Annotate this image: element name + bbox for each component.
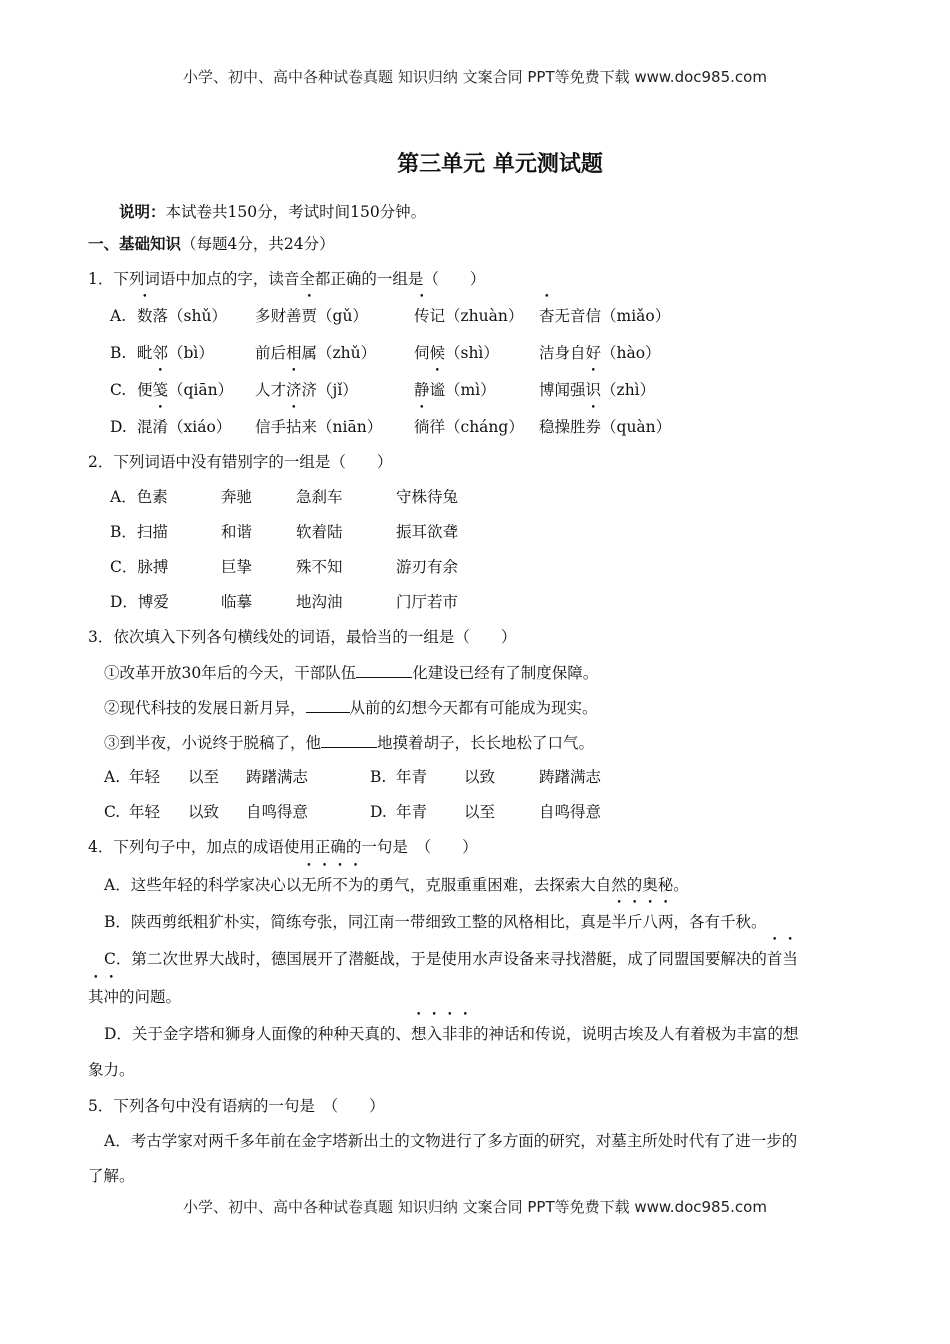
- dotted-idiom: [411, 1025, 473, 1043]
- option-word: 门厅若市: [396, 593, 459, 611]
- word-with-pinyin: [539, 417, 671, 437]
- option-letter: B.: [110, 344, 127, 362]
- word-text: 混: [137, 418, 153, 436]
- blank-line: [321, 732, 377, 748]
- dotted-char: 非: [441, 1025, 458, 1043]
- dotted-char: 想: [410, 1025, 427, 1043]
- option-word: 急刹车: [296, 488, 343, 506]
- dotted-char: 拈: [286, 418, 302, 436]
- note-label: 说明：: [119, 203, 166, 221]
- option-word: 临摹: [221, 593, 253, 611]
- word-with-pinyin: [137, 306, 227, 326]
- blank-line: [356, 662, 412, 678]
- q4-option-d: D．关于金字塔和狮身人面像的种种天真的、想入非非的神话和传说，说明古埃及人有着极为丰富的想: [104, 1025, 799, 1043]
- option-word: C.: [104, 803, 121, 821]
- dotted-char: 谧: [429, 381, 446, 399]
- q4-option-c-cont: 其冲的问题。: [88, 988, 182, 1006]
- dotted-char: 所: [316, 876, 333, 894]
- word-with-pinyin: [539, 306, 670, 326]
- section-label: 一、基础知识: [88, 235, 182, 253]
- word-text: （zhì）: [601, 381, 656, 399]
- exam-note: [119, 202, 426, 222]
- word-text: （gǔ）: [317, 307, 368, 325]
- dotted-char: 入: [426, 1025, 442, 1043]
- word-text: 伺候（shì）: [414, 344, 499, 362]
- q3-sentence-1: ①改革开放30年后的今天，干部队伍 化建设已经有了制度保障。: [104, 664, 599, 682]
- option-word: A．色素: [110, 488, 168, 506]
- option-word: 自鸣得意: [539, 803, 602, 821]
- q5-stem: 5．下列各句中没有语病的一句是 （ ）: [88, 1097, 385, 1115]
- dotted-char: 识: [585, 381, 602, 399]
- dotted-char: 冲: [103, 988, 120, 1006]
- word-text: 稳操胜: [539, 418, 586, 436]
- option-word: 以至: [188, 768, 220, 786]
- option-word: 年青: [396, 768, 428, 786]
- dotted-char: 不: [332, 876, 348, 894]
- option-word: D．博爱: [110, 593, 169, 611]
- word-text: 洁身自好（hào）: [539, 344, 661, 362]
- option-letter: C.: [110, 381, 127, 399]
- q2-stem: 2．下列词语中没有错别字的一组是（ ）: [88, 453, 393, 471]
- dotted-char: 淆: [152, 418, 169, 436]
- option-word: 自鸣得意: [246, 803, 309, 821]
- word-text: （mì）: [445, 381, 496, 399]
- word-text: （qiān）: [168, 381, 234, 399]
- option-word: 踌躇满志: [246, 768, 309, 786]
- dotted-char: 两: [657, 913, 674, 931]
- word-text: 济（jǐ）: [301, 381, 358, 399]
- option-word: B.: [370, 768, 387, 786]
- word-text: 来（niān）: [301, 418, 383, 436]
- section-heading: [88, 234, 335, 254]
- option-word: 巨挚: [221, 558, 253, 576]
- q5-option-a-cont: 了解。: [88, 1167, 135, 1185]
- dotted-char: 济: [286, 381, 302, 399]
- dotted-char: 首: [766, 950, 783, 968]
- word-with-pinyin: [539, 380, 655, 400]
- q3-stem: 3．依次填入下列各句横线处的词语，最恰当的一组是（ ）: [88, 628, 517, 646]
- option-word: 年青: [396, 803, 428, 821]
- word-text: 毗邻（bì）: [137, 344, 214, 362]
- q4-option-c: C．第二次世界大战时，德国展开了潜艇战，于是使用水声设备来寻找潜艇，成了同盟国要解决的首当: [104, 950, 798, 968]
- option-word: 地沟油: [296, 593, 343, 611]
- dotted-char: 贾: [301, 307, 318, 325]
- dotted-idiom: [88, 988, 119, 1006]
- dotted-char: 笺: [152, 381, 169, 399]
- q5-option-a: A．考古学家对两千多年前在金字塔新出土的文物进行了多方面的研究，对墓主所处时代有了进一步的: [104, 1132, 798, 1150]
- option-word: D.: [370, 803, 387, 821]
- word-text: 无音信（miǎo）: [554, 307, 671, 325]
- word-with-pinyin: [255, 343, 376, 363]
- dotted-idiom: [767, 950, 798, 968]
- q3-sentence-2: ②现代科技的发展日新月异， 从前的幻想今天都有可能成为现实。: [104, 699, 598, 717]
- dotted-char: 半: [611, 913, 627, 931]
- dotted-char: 斤: [626, 913, 643, 931]
- dotted-char: 非: [457, 1025, 473, 1043]
- option-word: 殊不知: [296, 558, 343, 576]
- option-word: 以致: [464, 768, 496, 786]
- word-with-pinyin: [414, 380, 496, 400]
- option-word: C．脉搏: [110, 558, 169, 576]
- option-word: A.: [104, 768, 121, 786]
- word-text: 信手: [255, 418, 287, 436]
- option-word: 年轻: [129, 768, 161, 786]
- word-text: （quàn）: [601, 418, 672, 436]
- option-word: 以致: [188, 803, 220, 821]
- option-word: 和谐: [221, 523, 253, 541]
- dotted-char: 其: [88, 988, 104, 1006]
- word-with-pinyin: [137, 343, 214, 363]
- q3-sentence-3: ③到半夜，小说终于脱稿了，他 地摸着胡子，长长地松了口气。: [104, 734, 595, 752]
- word-text: 人才: [255, 381, 287, 399]
- option-word: 奔驰: [221, 488, 253, 506]
- q4-stem: 4．下列句子中，加点的成语使用正确的一句是 （ ）: [88, 838, 478, 856]
- option-word: 以至: [464, 803, 496, 821]
- word-text: 记（zhuàn）: [429, 307, 524, 325]
- dotted-char: 数: [137, 307, 153, 325]
- dotted-char: 无: [301, 876, 317, 894]
- section-detail: （每题4分，共24分）: [181, 235, 335, 253]
- dotted-idiom: [611, 913, 673, 931]
- option-letter: A.: [110, 307, 127, 325]
- word-with-pinyin: [255, 306, 368, 326]
- header-banner: 小学、初中、高中各种试卷真题 知识归纳 文案合同 PPT等免费下载 www.doc985.com: [183, 68, 767, 86]
- footer-banner: 小学、初中、高中各种试卷真题 知识归纳 文案合同 PPT等免费下载 www.doc985.com: [183, 1198, 767, 1216]
- word-text: 便: [137, 381, 153, 399]
- dotted-char: 为: [347, 876, 364, 894]
- option-word: 振耳欲聋: [396, 523, 459, 541]
- word-with-pinyin: [137, 417, 231, 437]
- dotted-char: 八: [642, 913, 658, 931]
- option-word: 守株待兔: [396, 488, 459, 506]
- dotted-char: 徜: [414, 418, 430, 436]
- dotted-char: 券: [585, 418, 602, 436]
- word-with-pinyin: [255, 417, 382, 437]
- word-text: 前后相属（zhǔ）: [255, 344, 377, 362]
- word-with-pinyin: [137, 380, 233, 400]
- blank-line: [306, 697, 350, 713]
- word-with-pinyin: [414, 306, 523, 326]
- option-word: 软着陆: [296, 523, 343, 541]
- option-word: 游刃有余: [396, 558, 459, 576]
- dotted-char: 当: [782, 950, 798, 968]
- note-text: 本试卷共150分，考试时间150分钟。: [165, 203, 427, 221]
- word-text: 多财善: [255, 307, 302, 325]
- dotted-char: 杳: [539, 307, 555, 325]
- word-with-pinyin: [255, 380, 358, 400]
- q4-option-a: A．这些年轻的科学家决心以无所不为的勇气，克服重重困难，去探索大自然的奥秘。: [104, 876, 689, 894]
- word-text: 落（shǔ）: [152, 307, 227, 325]
- q1-stem: 1．下列词语中加点的字，读音全都正确的一组是（ ）: [88, 270, 486, 288]
- q4-option-d-cont: 象力。: [88, 1061, 135, 1079]
- page-title: 第三单元 单元测试题: [397, 152, 603, 177]
- option-word: B．扫描: [110, 523, 168, 541]
- word-with-pinyin: [414, 417, 524, 437]
- option-word: 踌躇满志: [539, 768, 602, 786]
- word-text: 徉（cháng）: [429, 418, 524, 436]
- word-text: 静: [414, 381, 430, 399]
- word-text: 博闻强: [539, 381, 586, 399]
- dotted-idiom: [301, 876, 363, 894]
- option-word: 年轻: [129, 803, 161, 821]
- word-text: （xiáo）: [168, 418, 232, 436]
- dotted-char: 传: [414, 307, 430, 325]
- option-letter: D.: [110, 418, 127, 436]
- word-with-pinyin: [414, 343, 499, 363]
- q4-option-b: B．陕西剪纸粗犷朴实，简练夸张，同江南一带细致工整的风格相比，真是半斤八两，各有千秋。: [104, 913, 767, 931]
- word-with-pinyin: [539, 343, 661, 363]
